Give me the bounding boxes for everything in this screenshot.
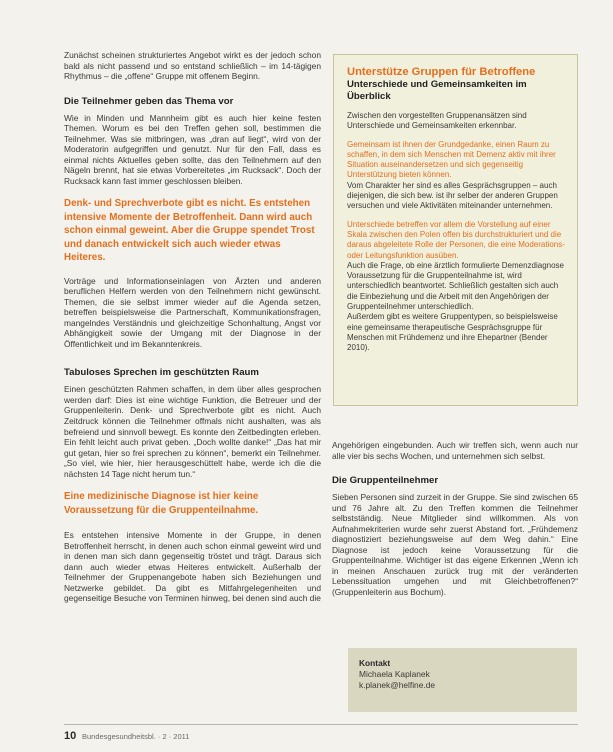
paragraph-gruppenteilnehmer: Sieben Personen sind zurzeit in der Gruppe. Sie sind zwischen 65 und 76 Jahre alt. Zu den Treffen kommen die Teilnehmer selbstständig. Neue Mitglieder sind willkommen. Als von Aufnahmekriterien wurde sehr zuerst Abstand fort. „Frühdemenz diagnostiziert beziehungsweise auf dem Weg dahin.“ Eine Diagnose ist jedoch keine Voraussetzung für die Gruppenteilnahme. Wichtiger ist das eigene Erkennen „Wenn ich in meinen Anschauen zurück trug mit der veränderten Lebenssituation umgehen und mit Gleichbetroffenen?“ (Gruppenleiterin aus Bochum). (332, 492, 578, 598)
paragraph-momente: Es entstehen intensive Momente in der Gruppe, in denen Betroffenheit herrscht, in denen auch schon einmal geweint wird und in denen man sich dann gegenseitig tröstet und trägt. Daraus sich dann auch wieder etwas Heiteres entwickelt. Außerhalb der Teilnehmer der Gruppenangebote haben sich Beziehungen und Netzwerke gebildet. Da gibt es Mitfahrgelegenheiten und gegenseitige Besuche von Terminen hinweg, bei denen sind auch die (64, 530, 321, 604)
pull-quote-sprechverbote: Denk- und Sprechverbote gibt es nicht. Es entstehen intensive Momente der Betroffenheit. Dann wird auch schon einmal geweint. Aber die Gruppe spendet Trost und danach entwickelt sich auch wieder etwas Heiteres. (64, 198, 315, 264)
heading-gruppenteilnehmer: Die Gruppenteilnehmer (332, 475, 439, 487)
paragraph-themen: Wie in Minden und Mannheim gibt es auch hier keine festen Themen. Worum es bei den Treffen gehen soll, bestimmen die Teilnehmer. Was sie mitbringen, was „dran auf liegt“, wird von der Moderatorin aufgegriffen und genutzt. Nur für den Fall, dass es einmal nichts Aktuelles geben sollte, das den Teilnehmern auf den Nägeln brennt, hat sie etwas Vorbereitetes „im Rucksack“. Doch der Rucksack kann fast immer geschlossen bleiben. (64, 112, 321, 186)
box-title: Unterstütze Gruppen für Betroffene (347, 66, 536, 78)
contact-label: Kontakt (359, 658, 391, 668)
box-paragraph-diagnose: Auch die Frage, ob eine ärztlich formulierte Demenzdiagnose Voraussetzung für die Gruppenteilnahme ist, wird unterschiedlich beantwortet. Schließlich gestalten sich auch die Einbeziehung und die Arbeit mit den Angehörigen der Gruppenteilnehmer unterschiedlich. (347, 260, 565, 312)
intro-paragraph: Zunächst scheinen strukturiertes Angebot wirkt es der jedoch schon bald als nicht passend und so entstand schließlich – im 14-tägigen Rhythmus – die „offene“ Gruppe mit offenem Beginn. (64, 50, 321, 82)
contact-name: Michaela Kaplanek (359, 669, 430, 679)
heading-tabuloses-sprechen: Tabuloses Sprechen im geschützten Raum (64, 367, 259, 379)
box-paragraph-unterschiede: Unterschiede betreffen vor allem die Vorstellung auf einer Skala zwischen den Polen offen bis durchstrukturiert und die daraus abgeleitete Rolle der Personen, die eine Moderations- oder Leitungsfunktion ausüben. (347, 219, 565, 260)
page-footer (64, 730, 584, 744)
page-number: 10 (64, 730, 77, 742)
left-column (64, 50, 321, 604)
paragraph-geschuetzter-raum: Einen geschützten Rahmen schaffen, in dem über alles gesprochen werden darf: Dies ist eine wichtige Funktion, die Betreuer und der Gruppenleiterin. Denk- und Sprechverbote gibt es nicht. Auch Zeitdruck können die Teilnehmer offmals nicht aushalten, was als befreiend und sinnvoll bewegt. Es konnte den Zeitbedingten erleben. Ein fehlt leicht auch privat geben. „Doch wollte danke!“ „Das hat mir gut getan, hier so frei sprechen zu können“, bemerkt ein Teilnehmer. „So viel, wie hier, hier herausgeschüttelt habe, werde ich die die nächsten 14 Tage nicht herum tun.“ (64, 384, 321, 479)
box-paragraph-charakter: Vom Charakter her sind es alles Gesprächsgruppen – auch diejenigen, die sich bew. ist ihr selber der anderen Gruppen versuchen und viele Aktivitäten miteinander unternehmen. (347, 180, 558, 211)
paragraph-vortraege: Vorträge und Informationseinlagen von Ärzten und anderen beruflichen Helfern werden von den Teilnehmern nicht gewünscht. Themen, die sie selbst immer wieder auf die Agenda setzen, betreffen beispielsweise die Partnerschaft, Kommunikationsfragen, mangelndes Verständnis und gleichzeitige Schonhaltung, Angst vor Abhängigkeit sowie der Umgang mit der Diagnose in der Öffentlichkeit und im Bekanntenkreis. (64, 275, 321, 349)
box-paragraph-gemeinsam: Gemeinsam ist ihnen der Grundgedanke, einen Raum zu schaffen, in dem sich Menschen mit Demenz aktiv mit ihrer Situation auseinandersetzen und sich gegenseitig Unterstützung bieten können. (347, 139, 556, 180)
info-box (333, 54, 578, 406)
box-subtitle: Unterschiede und Gemeinsamkeiten im Überblick (347, 79, 527, 102)
box-paragraph-weitere: Außerdem gibt es weitere Gruppentypen, so beispielsweise eine gemeinsame therapeutische Gesprächsgruppe für Menschen mit Frühdemenz und ihre Ehepartner (Bender 2010). (347, 312, 558, 353)
footer-divider (64, 724, 578, 725)
right-column (332, 440, 578, 598)
footer-source: Bundesgesundheitsbl. · 2 · 2011 (82, 732, 190, 741)
paragraph-angehoerige: Angehörigen eingebunden. Auch wir treffen sich, wenn auch nur alle vier bis sechs Wochen, und unternehmen sich selbst. (332, 440, 578, 461)
contact-email-link[interactable]: k.planek@helfine.de (359, 680, 436, 690)
contact-box (348, 648, 577, 712)
pull-quote-diagnose: Eine medizinische Diagnose ist hier keine Voraussetzung für die Gruppenteilnahme. (64, 491, 259, 516)
box-paragraph-intro: Zwischen den vorgestellten Gruppenansätzen sind Unterschiede und Gemeinsamkeiten erkennbar. (347, 111, 527, 131)
heading-teilnehmer-thema: Die Teilnehmer geben das Thema vor (64, 95, 234, 107)
